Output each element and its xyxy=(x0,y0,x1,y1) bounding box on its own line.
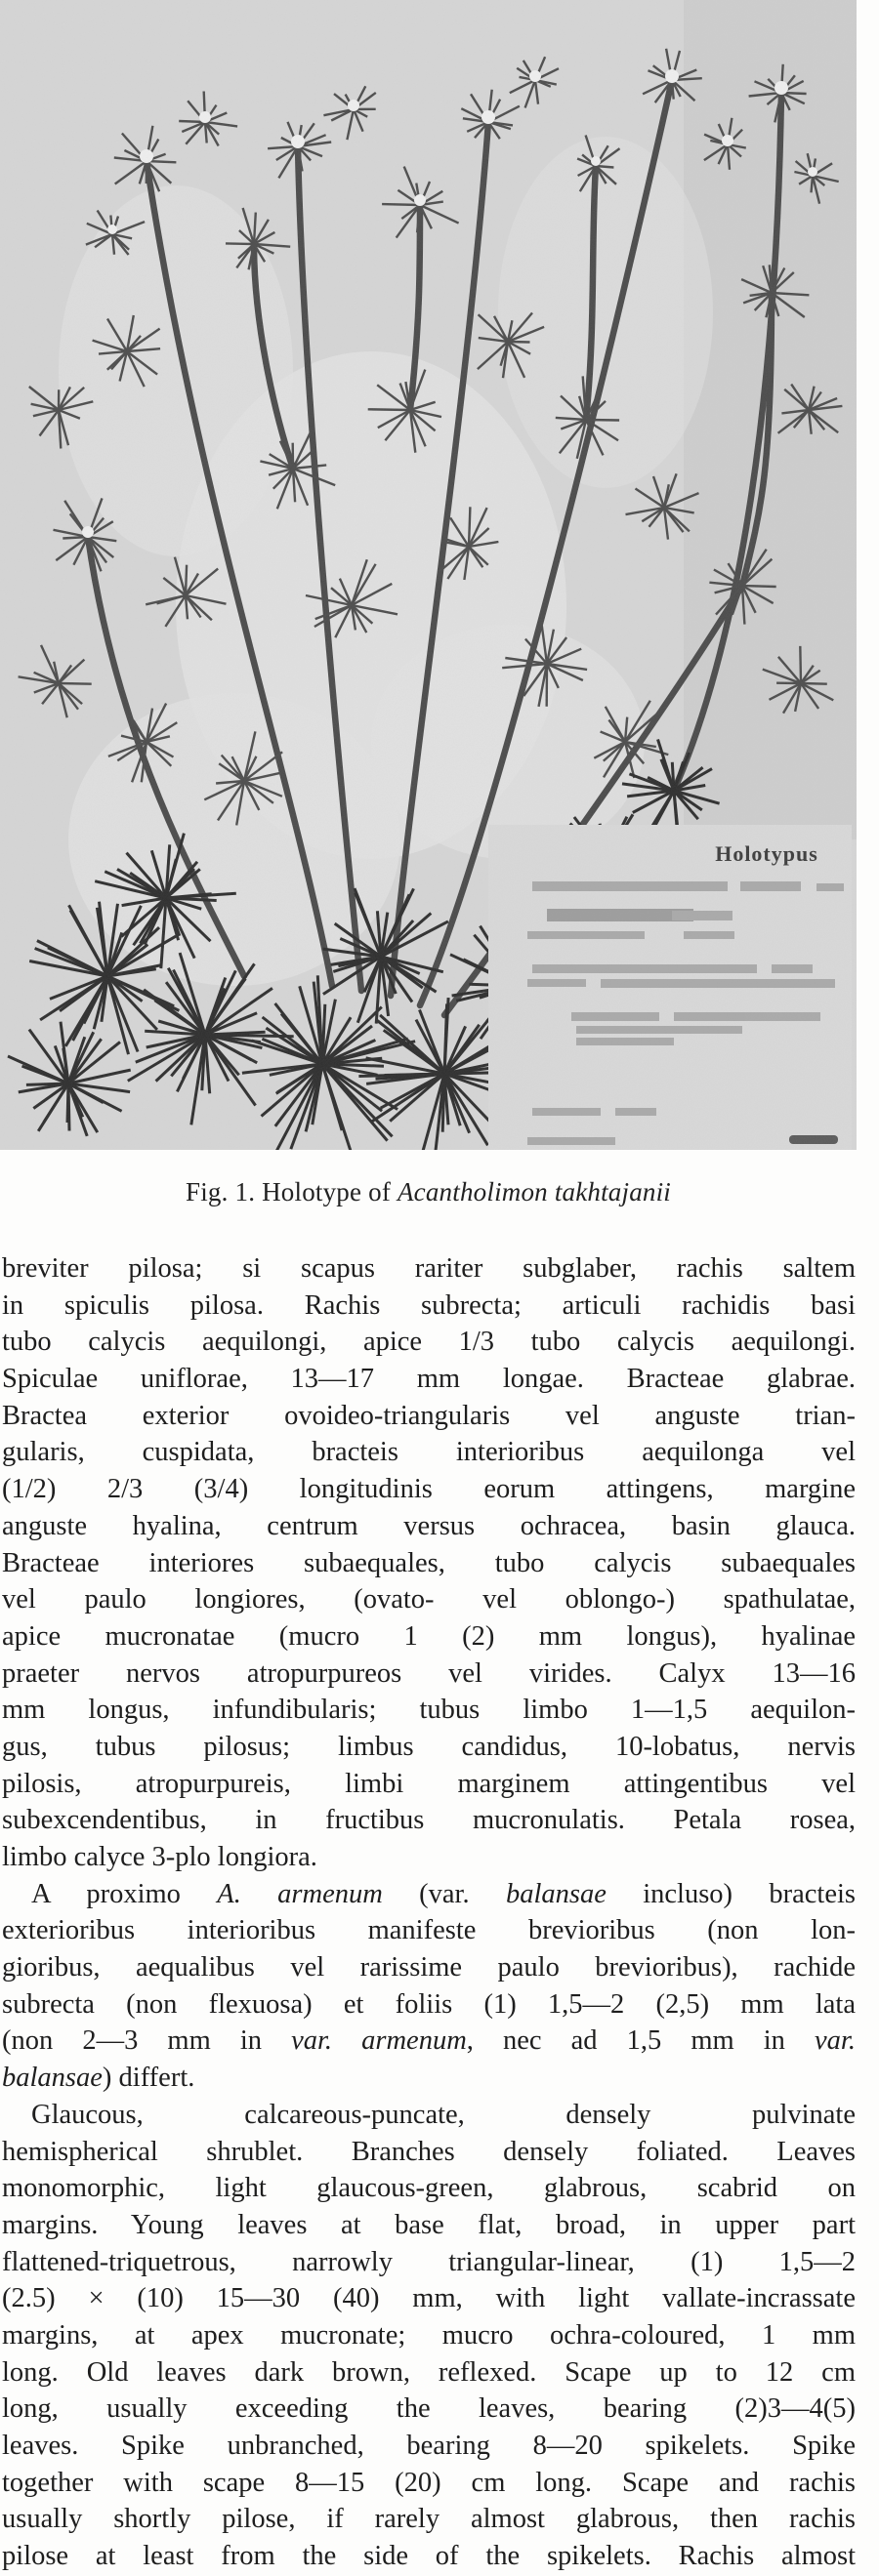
specimen-photo xyxy=(0,0,857,1150)
text-line: subrecta (non flexuosa) et foliis (1) 1,5—2 (2,5) mm lata xyxy=(2,1988,856,2020)
text-line: long. Old leaves dark brown, reflexed. Scape up to 12 cm xyxy=(2,2356,856,2388)
text-line: A proximo A. armenum (var. balansae incluso) bracteis xyxy=(31,1878,856,1909)
text-line: apice mucronatae (mucro 1 (2) mm longus), hyalinae xyxy=(2,1620,856,1652)
text-line: margins, at apex mucronate; mucro ochra-coloured, 1 mm xyxy=(2,2319,856,2351)
text-line: gus, tubus pilosus; limbus candidus, 10-lobatus, nervis xyxy=(2,1731,856,1762)
text-line: usually shortly pilose, if rarely almost glabrous, then rachis xyxy=(2,2504,856,2535)
text-line: limbo calyce 3-plo longiora. xyxy=(2,1842,317,1872)
text-line: exterioribus interioribus manifeste brevioribus (non lon- xyxy=(2,1915,856,1946)
text-line: pilose at least from the side of the spikelets. Rachis almost xyxy=(2,2541,856,2572)
text-line: gioribus, aequalibus vel rarissime paulo brevioribus), rachide xyxy=(2,1952,856,1983)
text-line: (2.5) × (10) 15—30 (40) mm, with light vallate-incrassate xyxy=(2,2283,856,2314)
text-line: margins. Young leaves at base flat, broad, in upper part xyxy=(2,2209,856,2240)
article-text xyxy=(2,1250,856,2575)
text-line: gularis, cuspidata, bracteis interioribus aequilonga vel xyxy=(2,1437,856,1468)
text-line: Bracteae interiores subaequales, tubo calycis subaequales xyxy=(2,1547,856,1578)
text-line: pilosis, atropurpureis, limbi marginem attingentibus vel xyxy=(2,1768,856,1799)
text-line: vel paulo longiores, (ovato- vel oblongo-) spathulatae, xyxy=(2,1584,856,1615)
text-line: subexcendentibus, in fructibus mucronulatis. Petala rosea, xyxy=(2,1805,856,1836)
text-line: balansae) differt. xyxy=(2,2063,195,2094)
text-line: hemispherical shrublet. Branches densely foliated. Leaves xyxy=(2,2136,856,2167)
figure-caption xyxy=(0,1177,857,1207)
text-line: together with scape 8—15 (20) cm long. Scape and rachis xyxy=(2,2467,856,2498)
text-line: anguste hyalina, centrum versus ochracea, basin glauca. xyxy=(2,1510,856,1541)
text-line: leaves. Spike unbranched, bearing 8—20 spikelets. Spike xyxy=(2,2431,856,2461)
caption-text: Fig. 1. Holotype of xyxy=(185,1177,398,1206)
photo-grain xyxy=(0,0,857,1150)
text-line: Glaucous, calcareous-puncate, densely pulvinate xyxy=(31,2099,856,2130)
text-line: in spiculis pilosa. Rachis subrecta; articuli rachidis basi xyxy=(2,1289,856,1321)
caption-species-name: Acantholimon takhtajanii xyxy=(397,1177,672,1206)
text-line: (non 2—3 mm in var. armenum, nec ad 1,5 mm in var. xyxy=(2,2025,856,2057)
specimen-plant xyxy=(0,0,857,1150)
text-line: (1/2) 2/3 (3/4) longitudinis eorum attingens, margine xyxy=(2,1474,856,1505)
text-line: long, usually exceeding the leaves, bearing (2)3—4(5) xyxy=(2,2393,856,2425)
text-line: praeter nervos atropurpureos vel virides. Calyx 13—16 xyxy=(2,1657,856,1689)
text-line: monomorphic, light glaucous-green, glabrous, scabrid on xyxy=(2,2173,856,2204)
text-line: tubo calycis aequilongi, apice 1/3 tubo calycis aequilongi. xyxy=(2,1327,856,1358)
text-line: breviter pilosa; si scapus rariter subglaber, rachis saltem xyxy=(2,1253,856,1284)
text-line: Spiculae uniflorae, 13—17 mm longae. Bracteae glabrae. xyxy=(2,1364,856,1395)
text-line: Bractea exterior ovoideo-triangularis vel anguste trian- xyxy=(2,1400,856,1431)
text-line: flattened-triquetrous, narrowly triangular-linear, (1) 1,5—2 xyxy=(2,2246,856,2277)
text-line: mm longus, infundibularis; tubus limbo 1—1,5 aequilon- xyxy=(2,1695,856,1726)
